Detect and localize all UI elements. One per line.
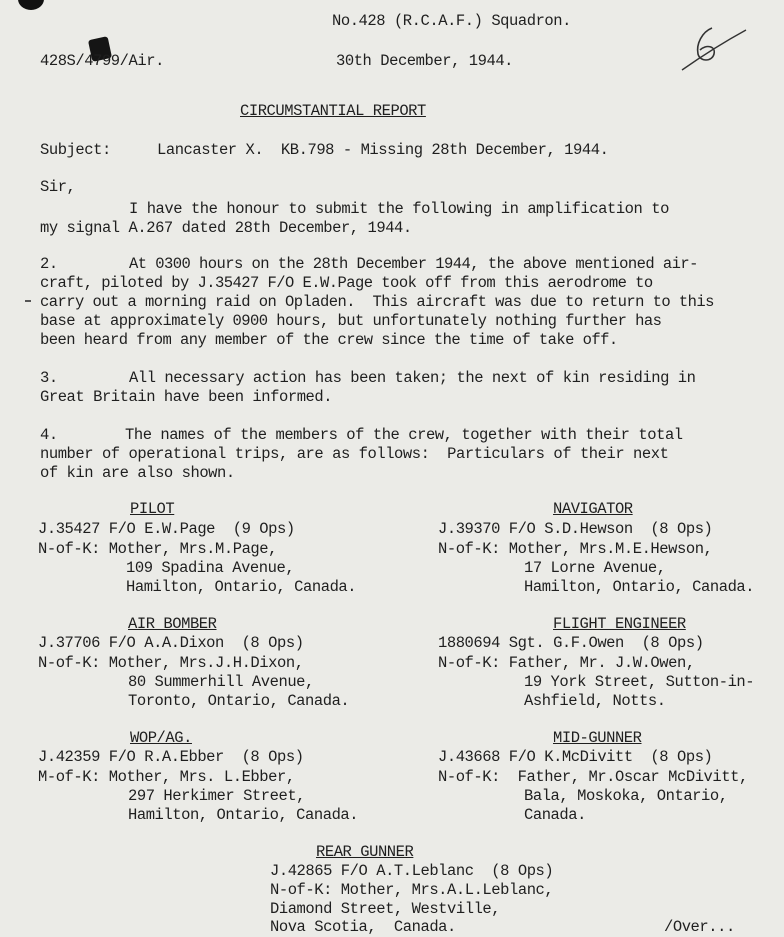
crew-nok-line: Canada. [524, 806, 586, 824]
paragraph-2-line: craft, piloted by J.35427 F/O E.W.Page took off from this aerodrome to [40, 274, 653, 292]
crew-nok-line: N-of-K: Mother, Mrs.M.Page, [38, 540, 277, 558]
crew-nok-line: Hamilton, Ontario, Canada. [128, 806, 359, 824]
crew-role-mid-gunner: MID-GUNNER [553, 729, 642, 747]
crew-name-line: J.42865 F/O A.T.Leblanc (8 Ops) [270, 862, 554, 880]
crew-role-flight-engineer: FLIGHT ENGINEER [553, 615, 686, 633]
crew-nok-line: Ashfield, Notts. [524, 692, 666, 710]
paragraph-4-line: of kin are also shown. [40, 464, 235, 482]
crew-nok-line: N-of-K: Mother, Mrs.J.H.Dixon, [38, 654, 304, 672]
crew-nok-line: Bala, Moskoka, Ontario, [524, 787, 728, 805]
squadron-heading: No.428 (R.C.A.F.) Squadron. [332, 12, 571, 30]
crew-name-line: J.37706 F/O A.A.Dixon (8 Ops) [38, 634, 304, 652]
punch-hole [18, 0, 44, 10]
crew-nok-line: 109 Spadina Avenue, [126, 559, 295, 577]
paragraph-3-number: 3. [40, 369, 58, 387]
report-date: 30th December, 1944. [336, 52, 514, 70]
paragraph-3-line: Great Britain have been informed. [40, 388, 333, 406]
reference-number: 428S/4799/Air. [40, 52, 164, 70]
continued-over-note: /Over... [664, 918, 735, 936]
crew-name-line: J.35427 F/O E.W.Page (9 Ops) [38, 520, 295, 538]
crew-nok-line: N-of-K: Mother, Mrs.A.L.Leblanc, [270, 881, 554, 899]
report-title: CIRCUMSTANTIAL REPORT [240, 102, 426, 120]
paragraph-4-line: The names of the members of the crew, together with their total [125, 426, 683, 444]
paragraph-2-line: At 0300 hours on the 28th December 1944, the above mentioned air- [129, 255, 698, 273]
crew-role-navigator: NAVIGATOR [553, 500, 633, 518]
paragraph-1-line: my signal A.267 dated 28th December, 1944. [40, 219, 412, 237]
crew-nok-line: 80 Summerhill Avenue, [128, 673, 314, 691]
paragraph-3-line: All necessary action has been taken; the next of kin residing in [129, 369, 696, 387]
folio-number: 6 [722, 72, 723, 73]
crew-name-line: J.39370 F/O S.D.Hewson (8 Ops) [438, 520, 713, 538]
crew-role-rear-gunner: REAR GUNNER [316, 843, 414, 861]
paragraph-4-number: 4. [40, 426, 58, 444]
crew-nok-line: Toronto, Ontario, Canada. [128, 692, 350, 710]
crew-role-wop-ag: WOP/AG. [130, 729, 192, 747]
crew-nok-line: N-of-K: Mother, Mrs.M.E.Hewson, [438, 540, 713, 558]
crew-nok-line: Hamilton, Ontario, Canada. [524, 578, 755, 596]
crew-nok-line: 297 Herkimer Street, [128, 787, 306, 805]
paragraph-2-line: carry out a morning raid on Opladen. This aircraft was due to return to this [40, 293, 714, 311]
paragraph-2-line: been heard from any member of the crew since the time of take off. [40, 331, 618, 349]
paragraph-2-line: base at approximately 0900 hours, but unfortunately nothing further has [40, 312, 662, 330]
crew-role-air-bomber: AIR BOMBER [128, 615, 217, 633]
crew-name-line: 1880694 Sgt. G.F.Owen (8 Ops) [438, 634, 704, 652]
paragraph-2-number: 2. [40, 255, 58, 273]
crew-nok-line: Nova Scotia, Canada. [270, 918, 456, 936]
crew-nok-line: Hamilton, Ontario, Canada. [126, 578, 357, 596]
margin-tick [25, 300, 31, 302]
crew-name-line: J.42359 F/O R.A.Ebber (8 Ops) [38, 748, 304, 766]
subject-label: Subject: [40, 141, 111, 159]
crew-nok-line: M-of-K: Mother, Mrs. L.Ebber, [38, 768, 295, 786]
crew-nok-line: N-of-K: Father, Mr. J.W.Owen, [438, 654, 695, 672]
subject-text: Lancaster X. KB.798 - Missing 28th December, 1944. [157, 141, 609, 159]
handwritten-folio-mark [672, 22, 752, 80]
crew-nok-line: Diamond Street, Westville, [270, 900, 501, 918]
paragraph-4-line: number of operational trips, are as follows: Particulars of their next [40, 445, 669, 463]
crew-role-pilot: PILOT [130, 500, 175, 518]
crew-nok-line: 19 York Street, Sutton-in- [524, 673, 755, 691]
crew-name-line: J.43668 F/O K.McDivitt (8 Ops) [438, 748, 713, 766]
salutation: Sir, [40, 178, 76, 196]
crew-nok-line: 17 Lorne Avenue, [524, 559, 666, 577]
crew-nok-line: N-of-K: Father, Mr.Oscar McDivitt, [438, 768, 748, 786]
paragraph-1-line: I have the honour to submit the following in amplification to [129, 200, 669, 218]
